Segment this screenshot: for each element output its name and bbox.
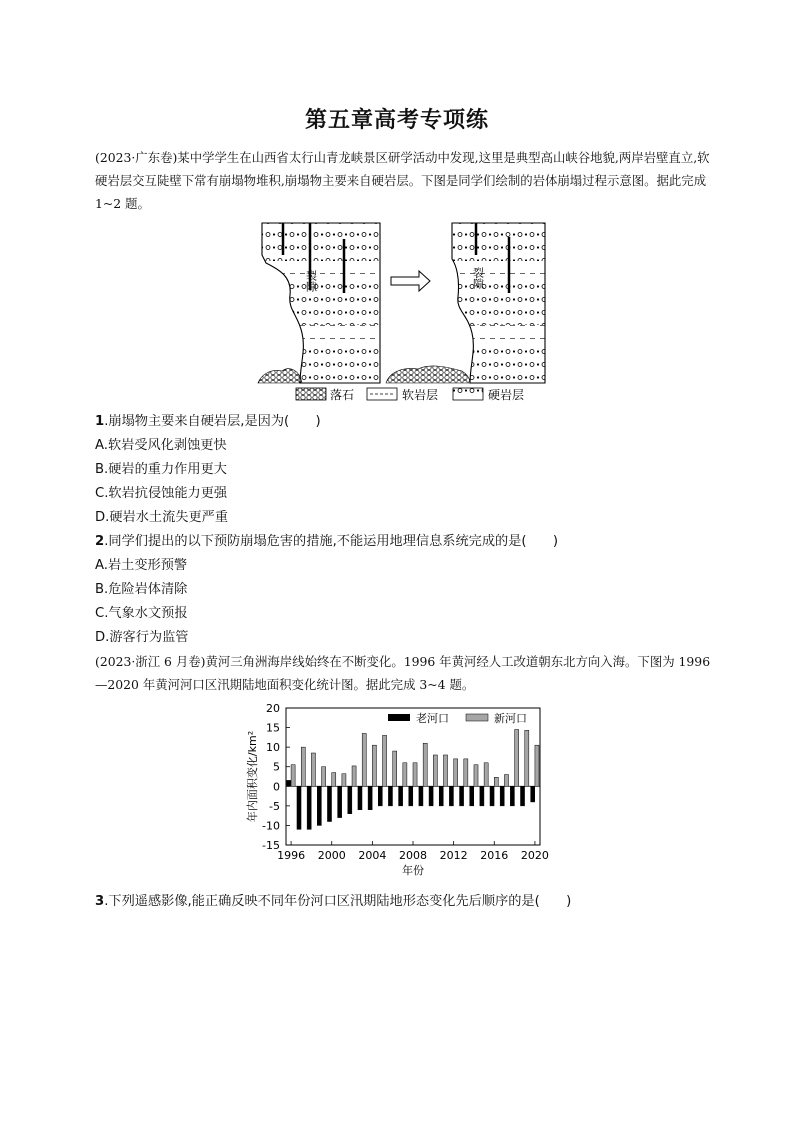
old-mouth-bar-2002 bbox=[348, 786, 352, 813]
new-mouth-bar-2013 bbox=[464, 759, 468, 786]
old-mouth-bar-2015 bbox=[480, 786, 484, 806]
legend-rockfall-swatch bbox=[296, 388, 326, 400]
q2-option-c[interactable]: C.气象水文预报 bbox=[95, 606, 188, 621]
question-3 bbox=[95, 890, 571, 909]
q1-option-c[interactable]: C.软岩抗侵蚀能力更强 bbox=[95, 486, 228, 501]
rock-collapse-diagram bbox=[0, 215, 794, 405]
new-mouth-bar-2007 bbox=[403, 763, 407, 786]
new-mouth-bar-2001 bbox=[342, 774, 346, 787]
old-mouth-bar-2014 bbox=[470, 786, 474, 806]
q2-option-a[interactable]: A.岩土变形预警 bbox=[95, 558, 188, 573]
old-mouth-bar-2010 bbox=[429, 786, 433, 806]
x-tick-label: 2004 bbox=[358, 849, 387, 862]
question-2-stem: .同学们提出的以下预防崩塌危害的措施,不能运用地理信息系统完成的是( ) bbox=[104, 534, 559, 549]
new-mouth-bar-2009 bbox=[423, 743, 427, 786]
x-tick-label: 1996 bbox=[277, 849, 306, 862]
x-tick-label: 2016 bbox=[480, 849, 509, 862]
land-area-change-chart bbox=[0, 700, 794, 890]
new-mouth-bar-2014 bbox=[474, 765, 478, 787]
new-mouth-bar-1999 bbox=[322, 767, 326, 787]
legend-new-label: 新河口 bbox=[494, 712, 527, 725]
y-tick-label: -10 bbox=[262, 819, 280, 833]
crack-label-before: 裂隙 bbox=[304, 270, 318, 292]
y-tick-label: 5 bbox=[273, 760, 280, 774]
q1-option-b[interactable]: B.硬岩的重力作用更大 bbox=[95, 462, 227, 477]
old-mouth-bar-2008 bbox=[409, 786, 413, 806]
old-mouth-bar-2009 bbox=[419, 786, 423, 806]
page-title: 第五章高考专项练 bbox=[304, 108, 489, 133]
old-mouth-bar-2007 bbox=[399, 786, 403, 806]
rock-block-before bbox=[258, 223, 380, 383]
old-mouth-bar-2018 bbox=[510, 786, 514, 806]
rock-block-after bbox=[386, 223, 545, 383]
crack-label-after: 裂隙 bbox=[471, 267, 485, 289]
x-tick-label: 2000 bbox=[317, 849, 346, 862]
legend-hard-label: 硬岩层 bbox=[488, 388, 525, 402]
old-mouth-bar-2019 bbox=[520, 786, 524, 806]
question-1 bbox=[95, 410, 321, 429]
passage-2: (2023·浙江 6 月卷)黄河三角洲海岸线始终在不断变化。1996 年黄河经人工改道朝东北方向入海。下图为 1996—2020 年黄河河口区汛期陆地面积变化统计图。据此完成 3~4 题。 bbox=[95, 654, 711, 692]
new-mouth-bar-2020 bbox=[535, 745, 539, 786]
old-mouth-bar-2003 bbox=[358, 786, 362, 809]
new-mouth-bar-2018 bbox=[515, 730, 519, 787]
old-mouth-bar-2013 bbox=[460, 786, 464, 806]
y-tick-label: -5 bbox=[269, 799, 280, 813]
old-mouth-bar-2012 bbox=[449, 786, 453, 806]
new-mouth-bar-2008 bbox=[413, 763, 417, 786]
x-axis-label: 年份 bbox=[402, 864, 424, 877]
legend-old-label: 老河口 bbox=[416, 712, 449, 725]
question-1-number: 1 bbox=[95, 414, 105, 429]
y-axis-label: 年内面积变化/km² bbox=[246, 730, 259, 823]
legend-soft-label: 软岩层 bbox=[402, 388, 439, 402]
old-mouth-bar-1997 bbox=[297, 786, 301, 829]
y-tick-label: 15 bbox=[266, 721, 280, 735]
new-mouth-bar-2002 bbox=[352, 766, 356, 786]
old-mouth-bar-2000 bbox=[327, 786, 331, 821]
old-mouth-bar-2004 bbox=[368, 786, 372, 809]
question-3-stem: .下列遥感影像,能正确反映不同年份河口区汛期陆地形态变化先后顺序的是( ) bbox=[104, 894, 572, 909]
old-mouth-bar-2016 bbox=[490, 786, 494, 806]
old-mouth-bar-2011 bbox=[439, 786, 443, 806]
old-mouth-bar-1996 bbox=[287, 780, 291, 786]
new-mouth-bar-2015 bbox=[484, 763, 488, 786]
old-mouth-bar-2001 bbox=[338, 786, 342, 817]
legend-old-swatch bbox=[388, 714, 410, 721]
new-mouth-bar-2005 bbox=[383, 735, 387, 786]
x-tick-label: 2008 bbox=[399, 849, 427, 862]
y-tick-label: 10 bbox=[266, 741, 280, 755]
new-mouth-bar-2000 bbox=[332, 773, 336, 787]
x-tick-label: 2020 bbox=[520, 849, 549, 862]
old-mouth-bar-2005 bbox=[378, 786, 382, 806]
question-2 bbox=[95, 530, 558, 549]
new-mouth-bar-1997 bbox=[301, 747, 305, 786]
old-mouth-bar-2020 bbox=[531, 786, 535, 802]
legend-new-swatch bbox=[466, 714, 488, 721]
question-2-number: 2 bbox=[95, 534, 105, 549]
old-mouth-bar-1999 bbox=[317, 786, 321, 825]
legend-hard-swatch bbox=[453, 388, 483, 400]
process-arrow bbox=[391, 271, 430, 291]
rockfall-pile-before bbox=[258, 369, 302, 383]
new-mouth-bar-2010 bbox=[433, 755, 437, 786]
new-mouth-bar-2017 bbox=[504, 775, 508, 787]
new-mouth-bar-1998 bbox=[311, 753, 315, 786]
new-mouth-bar-2011 bbox=[443, 755, 447, 786]
new-mouth-bar-2006 bbox=[393, 751, 397, 786]
question-3-number: 3 bbox=[95, 894, 105, 909]
old-mouth-bar-2017 bbox=[500, 786, 504, 806]
y-tick-label: 20 bbox=[266, 702, 280, 715]
legend-rockfall-label: 落石 bbox=[330, 388, 355, 402]
old-mouth-bar-2006 bbox=[388, 786, 392, 806]
question-1-stem: .崩塌物主要来自硬岩层,是因为( ) bbox=[104, 414, 321, 429]
q1-option-d[interactable]: D.硬岩水土流失更严重 bbox=[95, 510, 229, 525]
new-mouth-bar-2012 bbox=[454, 759, 458, 786]
diagram-legend bbox=[296, 387, 524, 402]
new-mouth-bar-2004 bbox=[372, 745, 376, 786]
q1-option-a[interactable]: A.软岩受风化剥蚀更快 bbox=[95, 438, 227, 453]
y-tick-label: 0 bbox=[273, 780, 280, 794]
rockfall-pile-after bbox=[386, 366, 470, 383]
passage-1: (2023·广东卷)某中学学生在山西省太行山青龙峡景区研学活动中发现,这里是典型高山峡谷地貌,两岸岩壁直立,软硬岩层交互陡壁下常有崩塌物堆积,崩塌物主要来自硬岩层。下图是同学们绘制的岩体崩塌过程示意图。据此完成 1~2 题。 bbox=[95, 150, 710, 211]
y-tick-label: -15 bbox=[262, 839, 280, 852]
q2-option-b[interactable]: B.危险岩体清除 bbox=[95, 582, 188, 597]
new-mouth-bar-2016 bbox=[494, 777, 498, 786]
x-tick-label: 2012 bbox=[439, 849, 468, 862]
new-mouth-bar-1996 bbox=[291, 765, 295, 787]
q2-option-d[interactable]: D.游客行为监管 bbox=[95, 630, 189, 645]
new-mouth-bar-2019 bbox=[525, 730, 529, 786]
new-mouth-bar-2003 bbox=[362, 733, 366, 786]
old-mouth-bar-1998 bbox=[307, 786, 311, 829]
